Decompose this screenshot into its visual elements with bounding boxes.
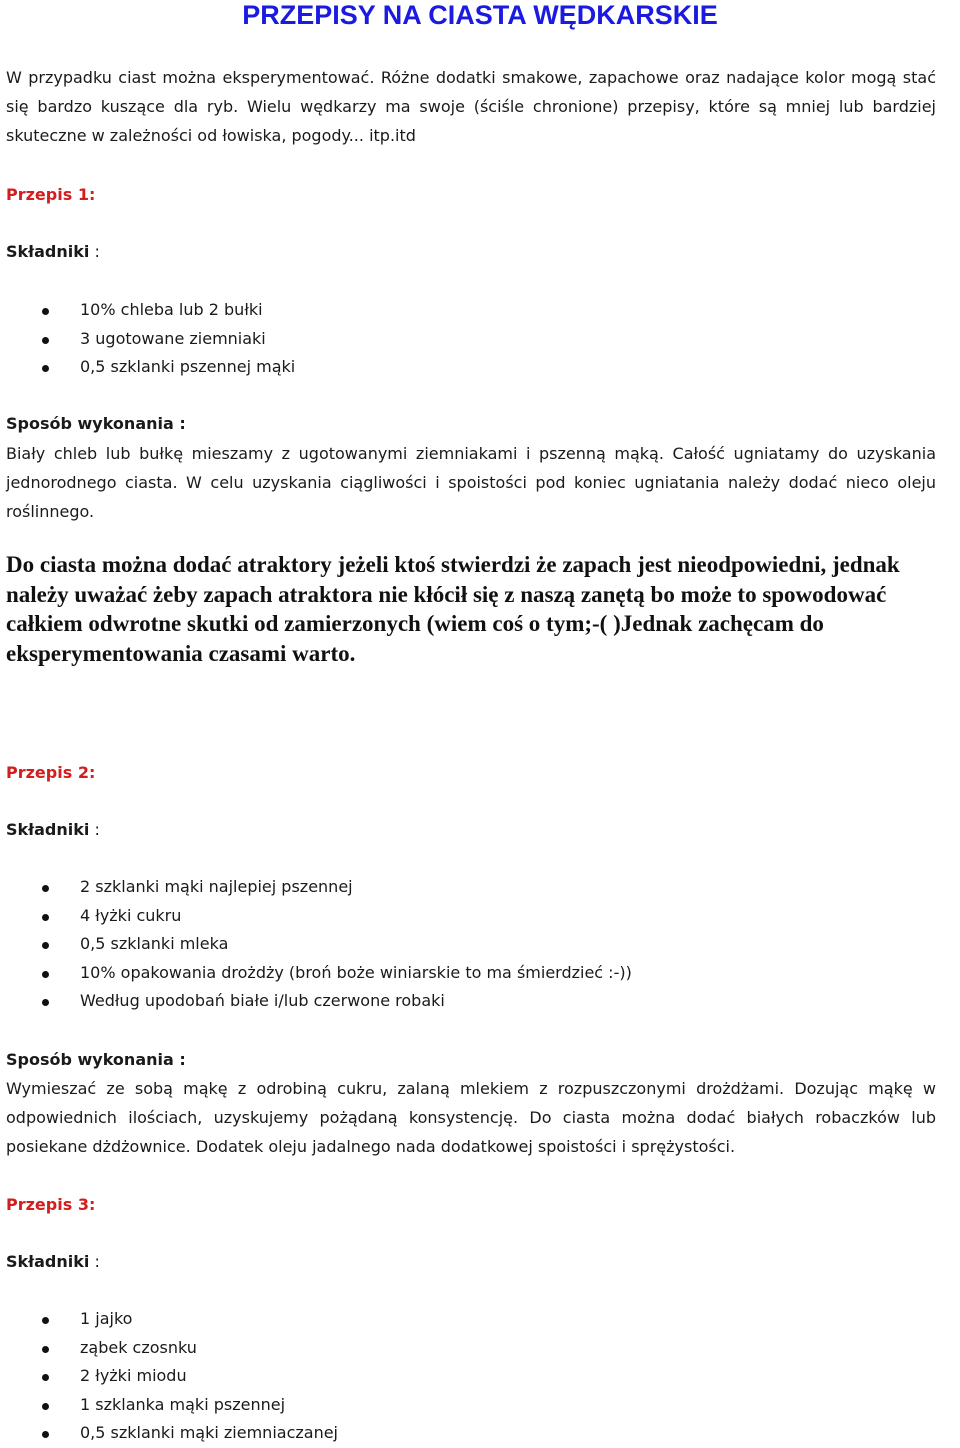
list-item: 3 ugotowane ziemniaki — [0, 325, 295, 354]
list-item: 1 szklanka mąki pszennej — [0, 1391, 338, 1420]
attractor-note: Do ciasta można dodać atraktory jeżeli ktoś stwierdzi że zapach jest nieodpowiedni, jednak należy uważać żeby zapach atraktora nie kłócił się z naszą zanętą bo może to spowodować całkiem odwrotne skutki od zamierzonych (wiem coś o tym;-( )Jednak zachęcam do eksperymentowania czasami warto. — [6, 552, 900, 666]
list-item: 0,5 szklanki pszennej mąki — [0, 353, 295, 382]
recipe-1-method: Biały chleb lub bułkę mieszamy z ugotowanymi ziemniakami i pszenną mąką. Całość ugniatamy do uzyskania jednorodnego ciasta. W celu uzyskania ciągliwości i spoistości pod koniec ugniatania należy dodać nieco oleju roślinnego. — [6, 444, 936, 521]
intro-paragraph: W przypadku ciast można eksperymentować. Różne dodatki smakowe, zapachowe oraz nadające kolor mogą stać się bardzo kuszące dla ryb. Wielu wędkarzy ma swoje (ściśle chronione) przepisy, które są mniej lub bardziej skuteczne w zależności od łowiska, pogody... itp.itd — [6, 68, 936, 145]
recipe-2-method: Wymieszać ze sobą mąkę z odrobiną cukru, zalaną mlekiem z rozpuszczonymi drożdżami. Dozując mąkę w odpowiednich ilościach, uzyskujemy pożądaną konsystencję. Do ciasta można dodać białych robaczków lub posiekane dżdżownice. Dodatek oleju jadalnego nada dodatkowej spoistości i sprężystości. — [6, 1079, 936, 1156]
list-item: Według upodobań białe i/lub czerwone robaki — [0, 987, 632, 1016]
recipe-2-heading: Przepis 2: — [6, 763, 96, 782]
list-item: 0,5 szklanki mąki ziemniaczanej — [0, 1419, 338, 1448]
recipe-3-heading: Przepis 3: — [6, 1195, 96, 1214]
recipe-1-ingredients-label: Składniki : — [6, 242, 100, 261]
recipe-1-ingredients-list — [0, 296, 295, 382]
list-item: 4 łyżki cukru — [0, 902, 632, 931]
list-item: 0,5 szklanki mleka — [0, 930, 632, 959]
list-item: 10% chleba lub 2 bułki — [0, 296, 295, 325]
page-title: PRZEPISY NA CIASTA WĘDKARSKIE — [242, 0, 718, 30]
list-item: 2 łyżki miodu — [0, 1362, 338, 1391]
recipe-2-ingredients-label: Składniki : — [6, 820, 100, 839]
recipe-1-method-label: Sposób wykonania : — [6, 414, 186, 433]
recipe-3-ingredients-label: Składniki : — [6, 1252, 100, 1271]
recipe-3-ingredients-list — [0, 1305, 338, 1448]
recipe-2-ingredients-list — [0, 873, 632, 1016]
list-item: 2 szklanki mąki najlepiej pszennej — [0, 873, 632, 902]
list-item: 10% opakowania drożdży (broń boże winiarskie to ma śmierdzieć :-)) — [0, 959, 632, 988]
recipe-1-heading: Przepis 1: — [6, 185, 96, 204]
recipe-2-method-label: Sposób wykonania : — [6, 1050, 186, 1069]
list-item: ząbek czosnku — [0, 1334, 338, 1363]
list-item: 1 jajko — [0, 1305, 338, 1334]
